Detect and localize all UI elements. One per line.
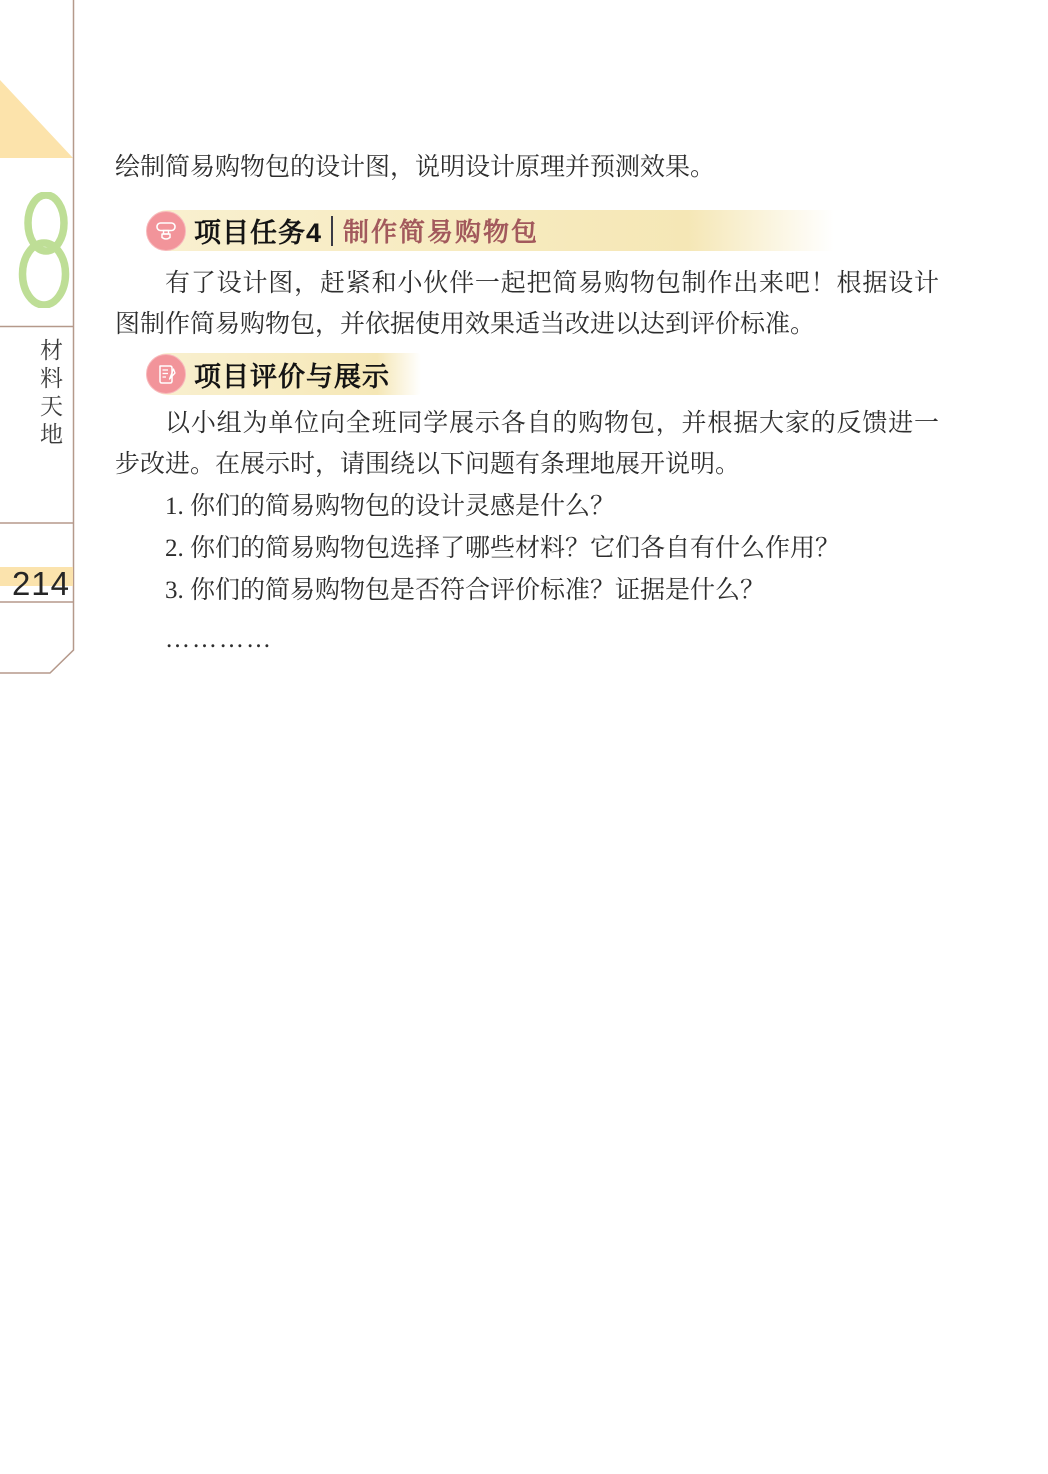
- page-number: 214: [11, 565, 70, 602]
- main-content: [115, 147, 939, 660]
- question-item-3: 3. 你们的简易购物包是否符合评价标准？证据是什么？: [165, 577, 766, 604]
- chapter-number-eight: [17, 192, 73, 308]
- task-section-label: 项目任务4: [194, 218, 323, 248]
- evaluation-scroll-pencil-icon: [146, 354, 186, 394]
- question-item-2: 2. 你们的简易购物包选择了哪些材料？它们各自有什么作用？: [165, 535, 841, 562]
- section-separator: [331, 216, 333, 246]
- task-section-name: 制作简易购物包: [343, 217, 540, 247]
- question-item-1: 1. 你们的简易购物包的设计灵感是什么？: [165, 493, 616, 520]
- question-list: [115, 486, 939, 611]
- evaluation-section-label: 项目评价与展示: [194, 361, 390, 392]
- section-header-evaluation: [147, 353, 421, 395]
- section-header-task: [147, 210, 841, 251]
- ellipsis-line: …………: [165, 626, 273, 653]
- task-paragraph: 有了设计图，赶紧和小伙伴一起把简易购物包制作出来吧！根据设计图制作简易购物包，并依据使用效果适当改进以达到评价标准。: [115, 270, 939, 338]
- intro-line: 绘制简易购物包的设计图，说明设计原理并预测效果。: [115, 154, 716, 181]
- evaluation-paragraph: 以小组为单位向全班同学展示各自的购物包，并根据大家的反馈进一步改进。在展示时，请围绕以下问题有条理地展开说明。: [115, 410, 939, 478]
- task-stamp-icon: [146, 211, 186, 251]
- chapter-sidebar: [0, 0, 90, 700]
- chapter-title-vertical: 材料天地: [37, 338, 62, 450]
